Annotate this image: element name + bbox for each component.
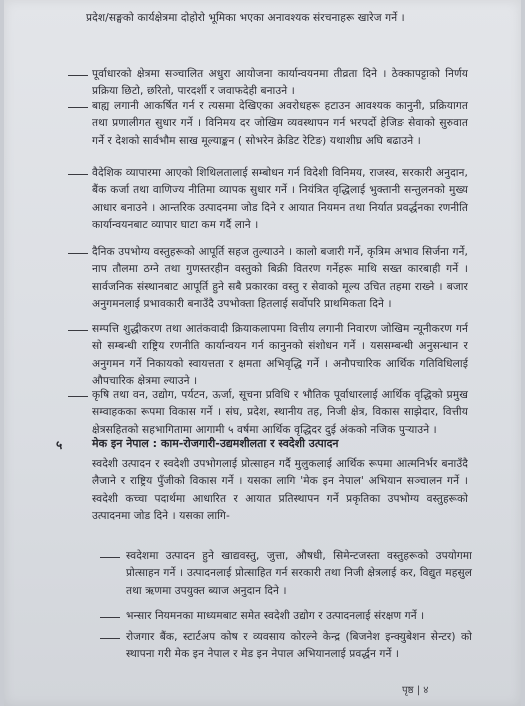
bullet-item: पूर्वाधारको क्षेत्रमा सञ्चालित अधुरा आयोजना कार्यान्वयनमा तीव्रता दिने । ठेक्कापट्टाको निर्णय प्रक्रिया छिटो, छरितो, पारदर्शी र जवाफदेही बनाउने । xyxy=(92,68,468,98)
bullet-dash xyxy=(100,557,120,558)
bullet-dash xyxy=(100,617,120,618)
section-title: मेक इन नेपाल : काम-रोजगारी-उद्यमशीलता र स्वदेशी उत्पादन xyxy=(92,437,339,450)
intro-paragraph: प्रदेश/सङ्घको कार्यक्षेत्रमा दोहोरो भूमिका भएका अनावश्यक संरचनाहरू खारेज गर्ने । xyxy=(86,12,405,24)
bullet-item: सम्पत्ति शुद्धीकरण तथा आतंकवादी क्रियाकलापमा वित्तीय लगानी निवारण जोखिम न्यूनीकरण गर्न सो सम्बन्धी राष्ट्रिय रणनीति कार्यान्वयन गर्न कानुनको संशोधन गर्ने । यससम्बन्धी अनुसन्धान र अनुगमन गर्ने निकायको स्वायत्तता र क्षमता अभिवृद्धि गर्ने । अनौपचारिक आर्थिक गतिविधिलाई औपचारिक क्षेत्रमा ल्याउने । xyxy=(92,323,468,387)
bullet-item: स्वदेशमा उत्पादन हुने खाद्यवस्तु, जुत्ता, औषधी, सिमेन्टजस्ता वस्तुहरूको उपयोगमा प्रोत्साहन गर्ने । उत्पादनलाई प्रोत्साहित गर्न सरकारी तथा निजी क्षेत्रलाई कर, विद्युत महसुल तथा ऋणमा उपयुक्त ब्याज अनुदान दिने । xyxy=(126,550,472,597)
bullet-dash xyxy=(68,396,88,397)
bullet-dash xyxy=(68,107,88,108)
bullet-item: वैदेशिक व्यापारमा आएको शिथिलतालाई सम्बोधन गर्न विदेशी विनिमय, राजस्व, सरकारी अनुदान, बैंक कर्जा तथा वाणिज्य नीतिमा व्यापक सुधार गर्ने । नियंत्रित वृद्धिलाई भुक्तानी सन्तुलनको मुख्य आधार बनाउने । आन्तरिक उत्पादनमा जोड दिने र आयात नियमन तथा निर्यात प्रवर्द्धनका रणनीति कार्यान्वयनबाट व्यापार घाटा कम गर्दै लाने । xyxy=(92,167,468,231)
bullet-dash xyxy=(68,75,88,76)
bullet-dash xyxy=(68,174,88,175)
bullet-item: कृषि तथा वन, उद्योग, पर्यटन, ऊर्जा, सूचना प्रविधि र भौतिक पूर्वाधारलाई आर्थिक वृद्धिको प्रमुख सम्वाहकका रूपमा विकास गर्ने । संघ, प्रदेश, स्थानीय तह, निजी क्षेत्र, विकास साझेदार, वित्तीय क्षेत्रसहितको सहभागितामा आगामी ५ वर्षमा आर्थिक वृद्धिदर दुई अंकको नजिक पुऱ्याउने । xyxy=(92,389,468,436)
section-body: स्वदेशी उत्पादन र स्वदेशी उपभोगलाई प्रोत्साहन गर्दै मुलुकलाई आर्थिक रूपमा आत्मनिर्भर बनाउँदै लैजाने र राष्ट्रिय पुँजीको विकास गर्ने । यसका लागि 'मेक इन नेपाल' अभियान सञ्चालन गर्ने । स्वदेशी कच्चा पदार्थमा आधारित र आयात प्रतिस्थापन गर्ने प्रकृतिका उपभोग्य वस्तुहरूको उत्पादनमा जोड दिने । यसका लागि- xyxy=(92,458,468,522)
document-page xyxy=(4,0,521,706)
bullet-item: बाह्य लगानी आकर्षित गर्न र त्यसमा देखिएका अवरोधहरू हटाउन आवश्यक कानुनी, प्रक्रियागत तथा प्रणालीगत सुधार गर्ने । विनिमय दर जोखिम व्यवस्थापन गर्न भरपर्दो हेजिङ सेवाको सुरुवात गर्ने र देशको सार्वभौम साख मूल्याङ्कन ( सोभरेन क्रेडिट रेटिङ) यथाशीघ्र अघि बढाउने । xyxy=(92,100,468,147)
page-number: पृष्ठ | ४ xyxy=(402,685,429,696)
section-number: ५ xyxy=(56,438,63,452)
bullet-item: दैनिक उपभोग्य वस्तुहरूको आपूर्ति सहज तुल्याउने । कालो बजारी गर्ने, कृत्रिम अभाव सिर्जना गर्ने, नाप तौलमा ठग्ने तथा गुणस्तरहीन वस्तुको बिक्री वितरण गर्नेहरू माथि सख्त कारबाही गर्ने । सार्वजनिक संस्थानबाट आपूर्ति हुने सबै प्रकारका वस्तु र सेवाको मूल्य उचित तहमा राख्ने । बजार अनुगमनलाई प्रभावकारी बनाउँदै उपभोक्ता हितलाई सर्वोपरि प्राथमिकता दिने । xyxy=(92,246,468,310)
bullet-dash xyxy=(68,330,88,331)
bullet-item: भन्सार नियमनका माध्यमबाट समेत स्वदेशी उद्योग र उत्पादनलाई संरक्षण गर्ने । xyxy=(126,610,425,622)
bullet-dash xyxy=(100,638,120,639)
bullet-dash xyxy=(68,253,88,254)
bullet-item: रोजगार बैंक, स्टार्टअप कोष र व्यवसाय कोरल्ने केन्द्र (बिजनेश इन्क्युबेशन सेन्टर) को स्थापना गरी मेक इन नेपाल र मेड इन नेपाल अभियानलाई प्रवर्द्धन गर्ने । xyxy=(126,631,472,661)
